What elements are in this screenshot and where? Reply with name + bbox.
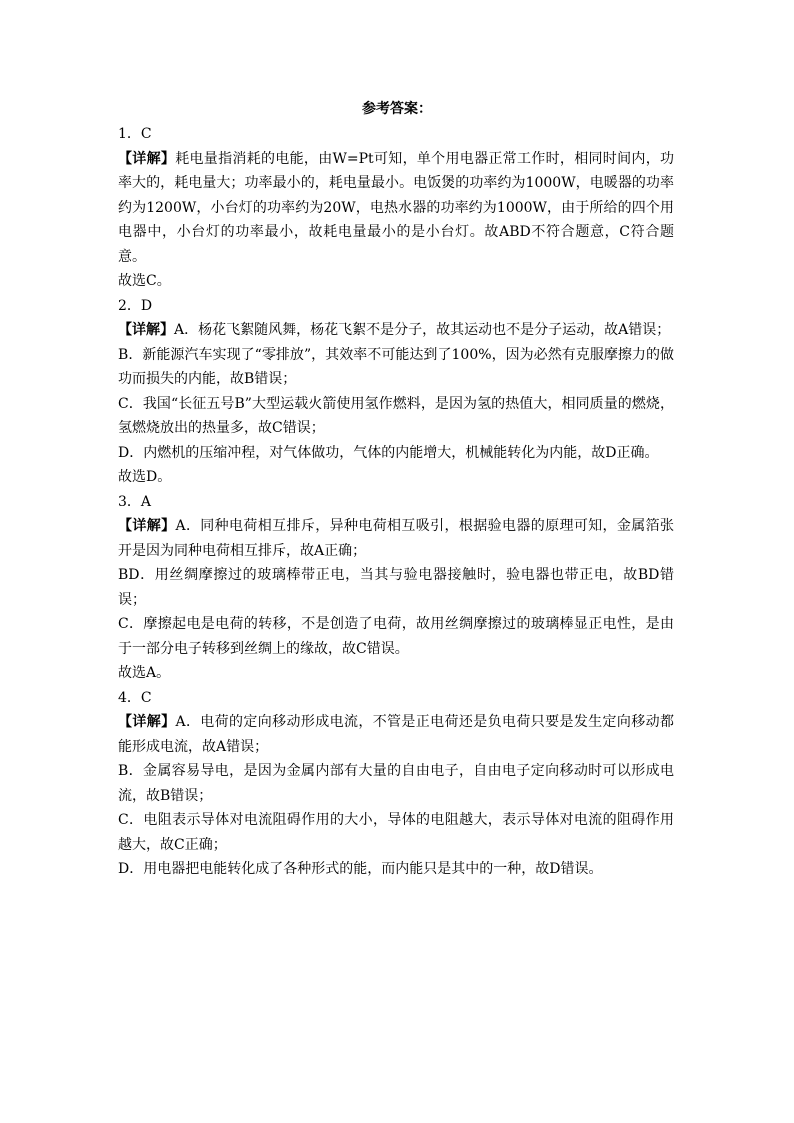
detail-text: B．新能源汽车实现了“零排放”，其效率不可能达到了100%，因为必然有克服摩擦力的做功而损失的内能，故B错误； <box>118 346 674 387</box>
detail-text: A．杨花飞絮随风舞，杨花飞絮不是分子，故其运动也不是分子运动，故A错误； <box>174 322 671 338</box>
detail-label: 【详解】 <box>118 714 176 730</box>
detail-text: A．电荷的定向移动形成电流，不管是正电荷还是负电荷只要是发生定向移动都能形成电流，故A错误； <box>118 714 675 755</box>
detail-label: 【详解】 <box>118 518 176 534</box>
answer-content <box>118 122 674 882</box>
question-number: 3．A <box>118 493 152 510</box>
detail-label: 【详解】 <box>118 322 174 338</box>
detail-text: C．电阻表示导体对电流阻碍作用的大小，导体的电阻越大，表示导体对电流的阻碍作用越大，故C正确； <box>118 812 674 853</box>
detail-text: D．内燃机的压缩冲程，对气体做功，气体的内能增大，机械能转化为内能，故D正确。 <box>118 444 659 461</box>
detail-text: C．摩擦起电是电荷的转移，不是创造了电荷，故用丝绸摩擦过的玻璃棒显正电性，是由于一部分电子转移到丝绸上的缘故，故C错误。 <box>118 616 674 657</box>
page-title: 参考答案： <box>362 101 432 117</box>
detail-text: D．用电器把电能转化成了各种形式的能，而内能只是其中的一种，故D错误。 <box>118 861 603 877</box>
question-conclusion: 故选A。 <box>118 665 171 681</box>
detail-text: A．同种电荷相互排斥，异种电荷相互吸引，根据验电器的原理可知，金属箔张开是因为同种电荷相互排斥，故A正确； <box>118 518 675 559</box>
question-number: 4．C <box>118 689 152 706</box>
question-detail <box>118 710 674 759</box>
question-number: 2．D <box>118 297 153 314</box>
question-number: 1．C <box>118 126 152 142</box>
question-conclusion: 故选D。 <box>118 469 172 485</box>
detail-text: C．我国“长征五号B”大型运载火箭使用氢作燃料，是因为氢的热值大，相同质量的燃烧，氢燃烧放出的热量多，故C错误； <box>118 395 674 436</box>
question-conclusion: 故选C。 <box>118 273 171 289</box>
detail-text: BD．用丝绸摩擦过的玻璃棒带正电，当其与验电器接触时，验电器也带正电，故BD错误； <box>118 567 674 608</box>
question-detail <box>118 318 674 343</box>
question-detail <box>118 514 674 563</box>
detail-text: 耗电量指消耗的电能，由W=Pt可知，单个用电器正常工作时，相同时间内，功率大的，耗电量大；功率最小的，耗电量最小。电饭煲的功率约为1000W，电暖器的功率约为1200W，小台灯的功率约为20W，电热水器的功率约为1000W，由于所给的四个用电器中，小台灯的功率最小，故耗电量最小的是小台灯。故ABD不符合题意，C符合题意。 <box>118 150 674 265</box>
detail-label: 【详解】 <box>118 150 176 167</box>
detail-text: B．金属容易导电，是因为金属内部有大量的自由电子，自由电子定向移动时可以形成电流，故B错误； <box>118 763 674 804</box>
question-detail <box>118 147 674 270</box>
